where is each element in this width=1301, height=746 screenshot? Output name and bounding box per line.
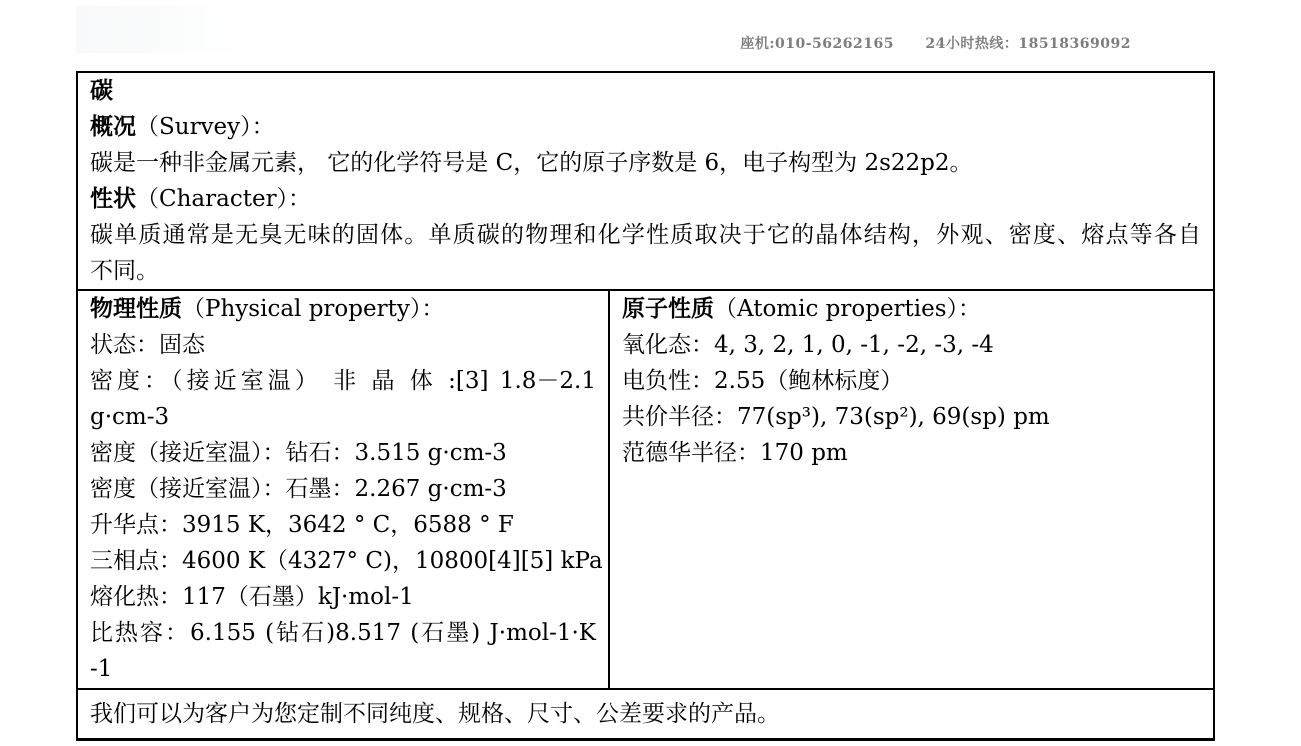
physical-line: g·cm-3 (90, 404, 170, 430)
physical-line: 状态：固态 (90, 332, 205, 358)
atomic-line: 氧化态：4, 3, 2, 1, 0, -1, -2, -3, -4 (622, 332, 994, 358)
atomic-line: 电负性：2.55（鲍林标度） (622, 368, 904, 394)
physical-line: 密度：（接近室温） 非 晶 体 :[3] 1.8－2.1 (90, 368, 596, 394)
atomic-properties-column (610, 291, 1213, 688)
physical-properties-column (78, 291, 610, 688)
page-title: 碳 (90, 77, 113, 104)
physical-line: 密度（接近室温）：钻石：3.515 g·cm-3 (90, 440, 507, 466)
atomic-line: 共价半径：77(sp³), 73(sp²), 69(sp) pm (622, 404, 1050, 430)
physical-line: -1 (90, 656, 113, 682)
physical-line: 密度（接近室温）：石墨：2.267 g·cm-3 (90, 476, 507, 502)
character-heading: 性状（Character）： (90, 185, 312, 212)
section-intro (78, 73, 1213, 289)
element-info-table (76, 71, 1215, 741)
footer-note-row (78, 688, 1213, 738)
character-text-line2: 不同。 (90, 258, 159, 284)
physical-line: 熔化热：117（石墨）kJ·mol-1 (90, 584, 414, 610)
faded-logo-image (76, 6, 246, 53)
atomic-heading: 原子性质（Atomic properties）： (622, 295, 982, 322)
physical-line: 三相点：4600 K（4327° C)，10800[4][5] kPa (90, 548, 603, 574)
survey-heading: 概况（Survey）： (90, 113, 275, 140)
physical-line: 升华点：3915 K，3642 ° C，6588 ° F (90, 512, 514, 538)
header-contacts (740, 33, 1131, 53)
section-properties (78, 289, 1213, 688)
survey-text: 碳是一种非金属元素， 它的化学符号是 C，它的原子序数是 6，电子构型为 2s22p2。 (90, 150, 973, 176)
footer-note-text: 我们可以为客户为您定制不同纯度、规格、尺寸、公差要求的产品。 (90, 701, 780, 727)
physical-heading: 物理性质（Physical property）： (90, 295, 445, 322)
atomic-line: 范德华半径：170 pm (622, 440, 848, 466)
character-text-line1: 碳单质通常是无臭无味的固体。单质碳的物理和化学性质取决于它的晶体结构，外观、密度、熔点等各自 (90, 222, 1201, 248)
header-hotline-label: 24小时热线：18518369092 (925, 36, 1131, 52)
physical-line: 比热容：6.155 (钻石)8.517 (石墨) J·mol-1·K (90, 620, 596, 646)
header-phone-label: 座机:010-56262165 (740, 36, 894, 52)
